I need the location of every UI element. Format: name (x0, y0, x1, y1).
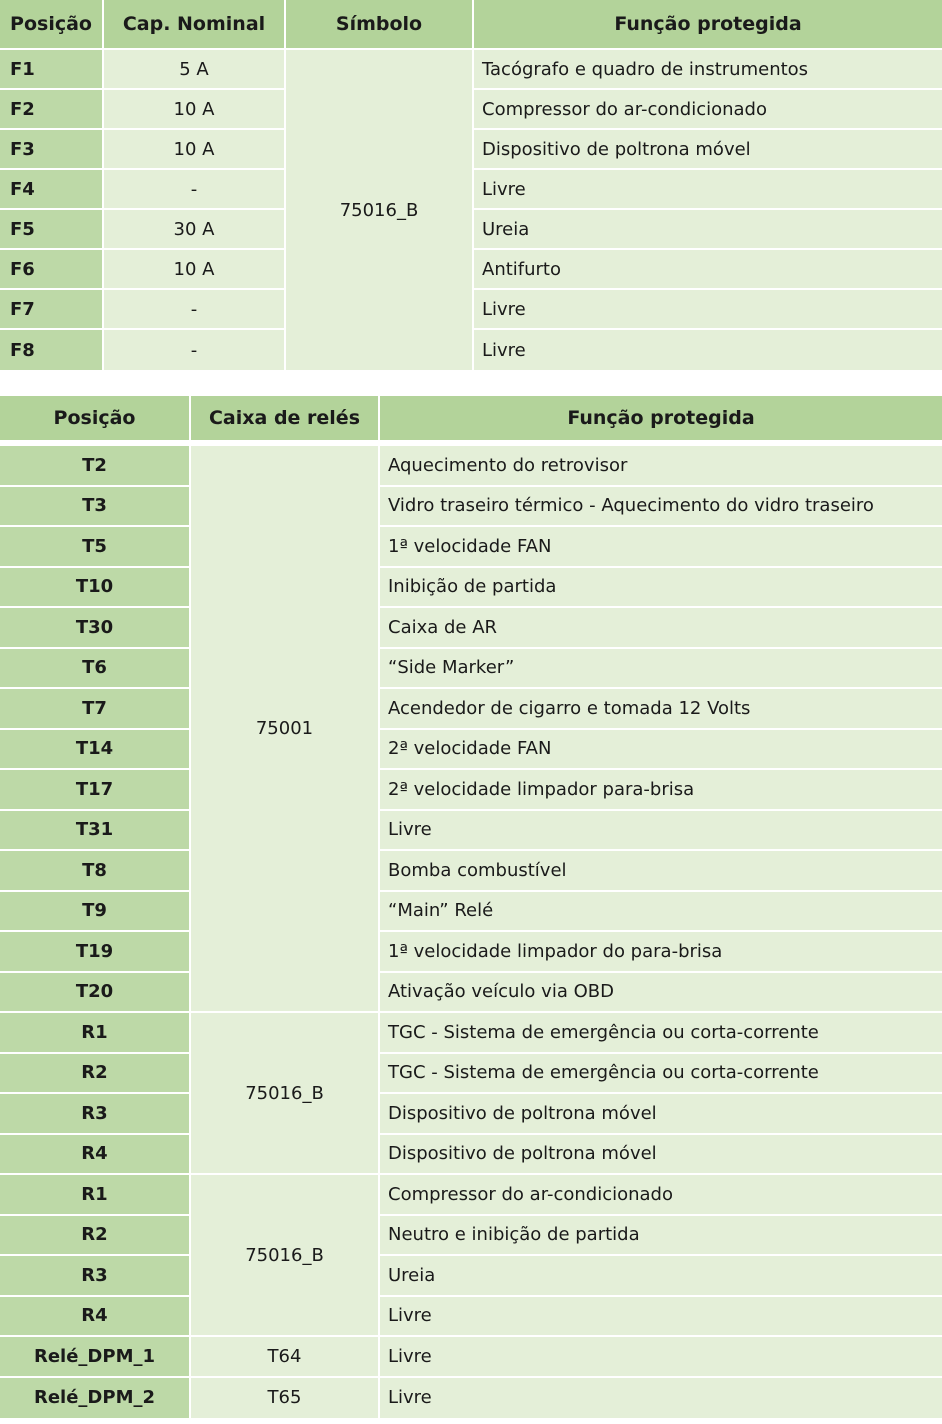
position-cell: F2 (0, 90, 104, 130)
fuse-table-header (0, 0, 942, 50)
function-cell: 1ª velocidade limpador do para-brisa (380, 932, 942, 973)
relay-box-cell: 75001 (191, 446, 380, 1013)
function-cell: 2ª velocidade FAN (380, 730, 942, 771)
function-cell: Livre (380, 811, 942, 852)
position-cell: R3 (0, 1256, 191, 1297)
position-cell: T31 (0, 811, 191, 852)
function-cell: Livre (474, 330, 942, 370)
table-row (0, 973, 942, 1014)
capacity-cell: 5 A (104, 50, 286, 90)
position-cell: R2 (0, 1054, 191, 1095)
function-cell: Dispositivo de poltrona móvel (380, 1135, 942, 1176)
table-row (0, 1378, 942, 1419)
col-header-posicao: Posição (0, 396, 191, 446)
position-cell: F1 (0, 50, 104, 90)
position-cell: T3 (0, 487, 191, 528)
position-cell: F3 (0, 130, 104, 170)
table-row (0, 649, 942, 690)
table-row (0, 689, 942, 730)
function-cell: TGC - Sistema de emergência ou corta-corrente (380, 1013, 942, 1054)
table-row (0, 892, 942, 933)
function-cell: Livre (474, 170, 942, 210)
position-cell: T10 (0, 568, 191, 609)
table-row (0, 50, 942, 90)
table-row (0, 1135, 942, 1176)
relay-table-header (0, 396, 942, 446)
table-row (0, 1256, 942, 1297)
table-row (0, 851, 942, 892)
table-row (0, 770, 942, 811)
capacity-cell: 10 A (104, 90, 286, 130)
table-row (0, 932, 942, 973)
capacity-cell: - (104, 290, 286, 330)
relay-box-cell: 75016_B (191, 1175, 380, 1337)
function-cell: Aquecimento do retrovisor (380, 446, 942, 487)
relay-table (0, 396, 942, 1418)
position-cell: T17 (0, 770, 191, 811)
col-header-posicao: Posição (0, 0, 104, 50)
table-row (0, 1337, 942, 1378)
function-cell: Compressor do ar-condicionado (380, 1175, 942, 1216)
position-cell: T20 (0, 973, 191, 1014)
table-row (0, 608, 942, 649)
function-cell: Ureia (474, 210, 942, 250)
function-cell: “Side Marker” (380, 649, 942, 690)
col-header-caixa-de-reles: Caixa de relés (191, 396, 380, 446)
position-cell: R1 (0, 1175, 191, 1216)
capacity-cell: - (104, 170, 286, 210)
relay-box-cell: T64 (191, 1337, 380, 1378)
function-cell: Bomba combustível (380, 851, 942, 892)
function-cell: Tacógrafo e quadro de instrumentos (474, 50, 942, 90)
position-cell: F4 (0, 170, 104, 210)
position-cell: T2 (0, 446, 191, 487)
function-cell: Livre (380, 1297, 942, 1338)
function-cell: Ativação veículo via OBD (380, 973, 942, 1014)
table-row (0, 1013, 942, 1054)
function-cell: Dispositivo de poltrona móvel (380, 1094, 942, 1135)
position-cell: F8 (0, 330, 104, 370)
position-cell: T9 (0, 892, 191, 933)
function-cell: Caixa de AR (380, 608, 942, 649)
position-cell: T6 (0, 649, 191, 690)
position-cell: R3 (0, 1094, 191, 1135)
function-cell: 2ª velocidade limpador para-brisa (380, 770, 942, 811)
relay-box-cell: 75016_B (191, 1013, 380, 1175)
table-row (0, 811, 942, 852)
position-cell: T8 (0, 851, 191, 892)
table-row (0, 568, 942, 609)
capacity-cell: 10 A (104, 130, 286, 170)
table-row (0, 527, 942, 568)
function-cell: Livre (474, 290, 942, 330)
capacity-cell: - (104, 330, 286, 370)
col-header-funcao: Função protegida (380, 396, 942, 446)
position-cell: T30 (0, 608, 191, 649)
col-header-simbolo: Símbolo (286, 0, 474, 50)
function-cell: Dispositivo de poltrona móvel (474, 130, 942, 170)
function-cell: Inibição de partida (380, 568, 942, 609)
function-cell: 1ª velocidade FAN (380, 527, 942, 568)
capacity-cell: 10 A (104, 250, 286, 290)
col-header-cap-nominal: Cap. Nominal (104, 0, 286, 50)
function-cell: TGC - Sistema de emergência ou corta-corrente (380, 1054, 942, 1095)
table-row (0, 446, 942, 487)
position-cell: R4 (0, 1297, 191, 1338)
capacity-cell: 30 A (104, 210, 286, 250)
function-cell: Ureia (380, 1256, 942, 1297)
table-row (0, 1216, 942, 1257)
position-cell: T5 (0, 527, 191, 568)
position-cell: R1 (0, 1013, 191, 1054)
fuse-table (0, 0, 942, 370)
position-cell: Relé_DPM_1 (0, 1337, 191, 1378)
position-cell: R4 (0, 1135, 191, 1176)
function-cell: Compressor do ar-condicionado (474, 90, 942, 130)
position-cell: T7 (0, 689, 191, 730)
table-row (0, 1094, 942, 1135)
position-cell: F6 (0, 250, 104, 290)
table-row (0, 487, 942, 528)
table-row (0, 1175, 942, 1216)
function-cell: Acendedor de cigarro e tomada 12 Volts (380, 689, 942, 730)
function-cell: Vidro traseiro térmico - Aquecimento do vidro traseiro (380, 487, 942, 528)
function-cell: Antifurto (474, 250, 942, 290)
symbol-cell: 75016_B (286, 50, 474, 370)
table-row (0, 1054, 942, 1095)
table-row (0, 730, 942, 771)
position-cell: T14 (0, 730, 191, 771)
relay-box-cell: T65 (191, 1378, 380, 1419)
function-cell: Livre (380, 1337, 942, 1378)
position-cell: Relé_DPM_2 (0, 1378, 191, 1419)
function-cell: Livre (380, 1378, 942, 1419)
position-cell: R2 (0, 1216, 191, 1257)
position-cell: F5 (0, 210, 104, 250)
col-header-funcao: Função protegida (474, 0, 942, 50)
function-cell: “Main” Relé (380, 892, 942, 933)
position-cell: F7 (0, 290, 104, 330)
table-row (0, 1297, 942, 1338)
function-cell: Neutro e inibição de partida (380, 1216, 942, 1257)
position-cell: T19 (0, 932, 191, 973)
